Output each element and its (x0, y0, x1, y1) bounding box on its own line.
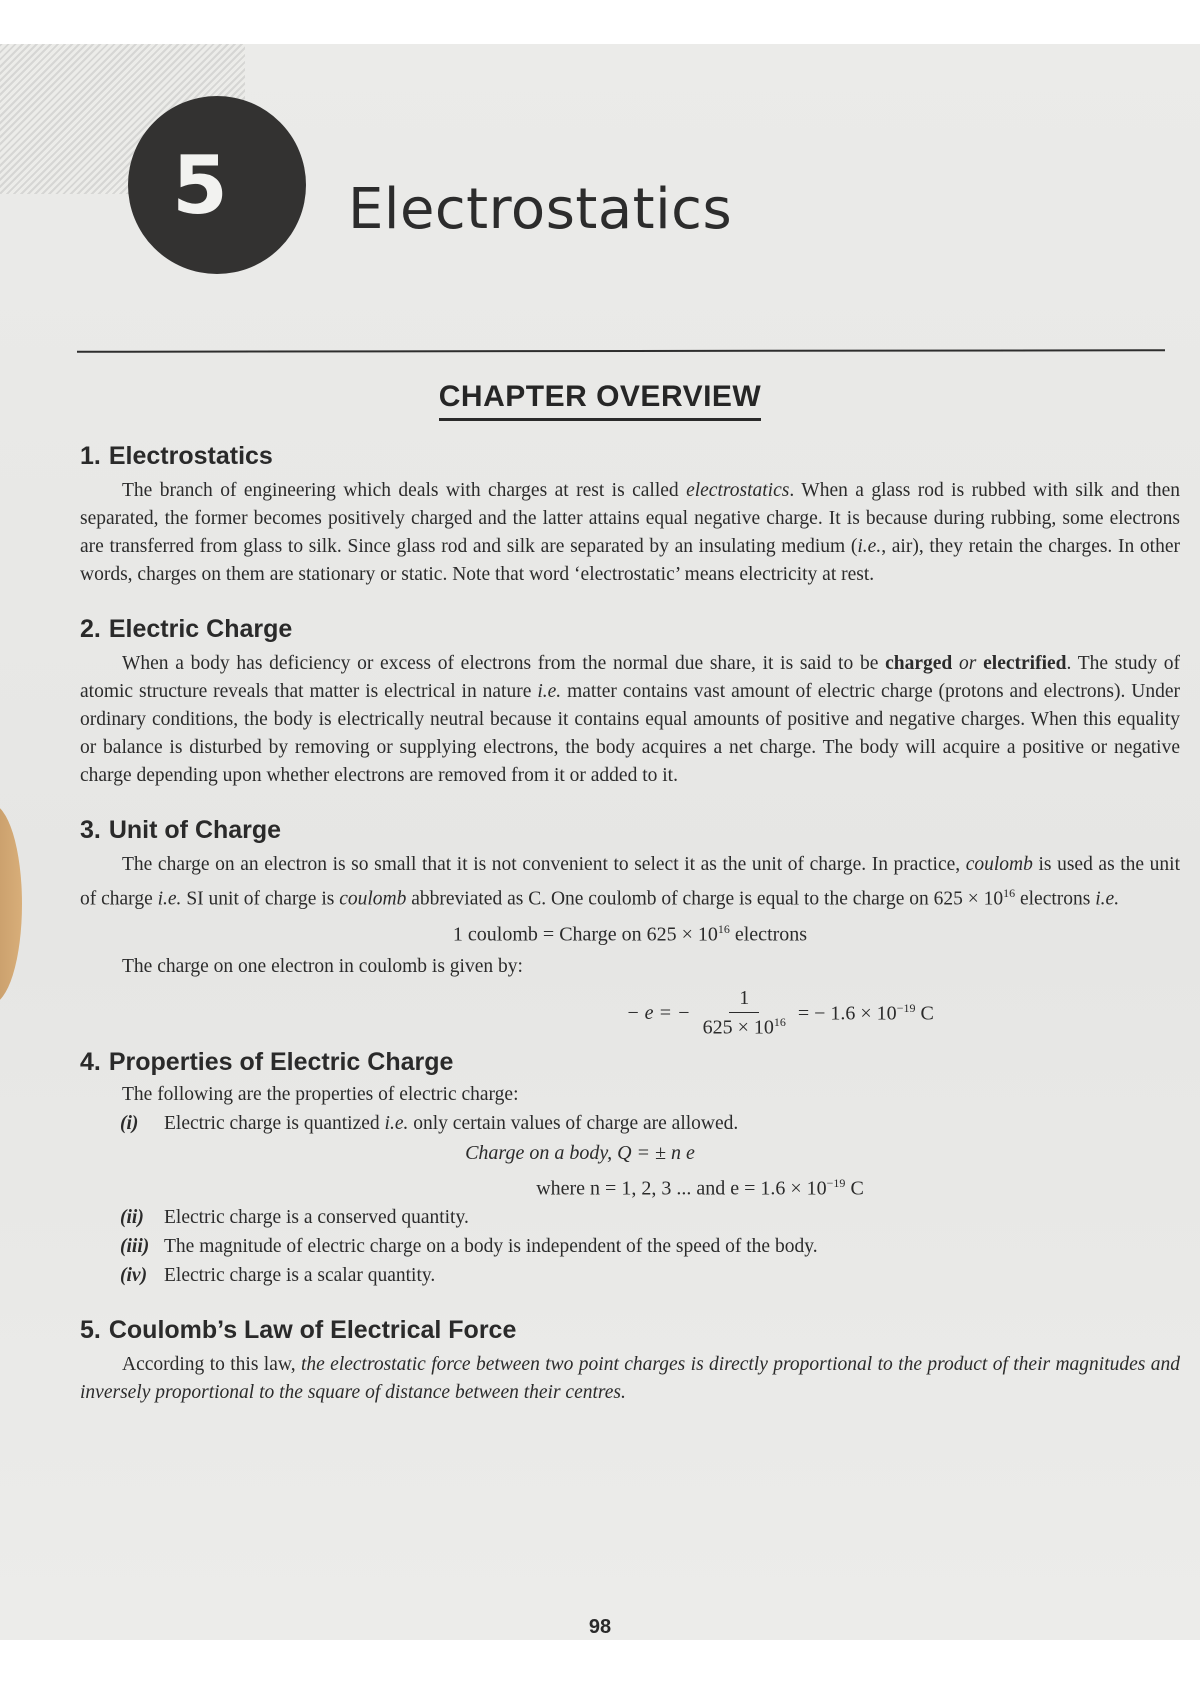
chapter-content (80, 442, 1180, 1407)
chapter-title: Electrostatics (348, 177, 733, 242)
overview-heading: CHAPTER OVERVIEW (439, 380, 762, 421)
section-number: 5. (80, 1316, 101, 1345)
section-number: 2. (80, 615, 101, 643)
overview-heading-wrap (0, 380, 1200, 421)
section-heading (80, 442, 1180, 471)
list-item: (ii) Electric charge is a conserved quantity. (120, 1207, 469, 1229)
paragraph: According to this law, the electrostatic force between two point charges is directly proportional to the product of their magnitudes and inversely proportional to the square of distance between their centres. (80, 1354, 1181, 1404)
equation-coulomb: 1 coulomb = Charge on $625 \times 10^{16}$ electrons (452, 921, 808, 946)
section-electric-charge (80, 615, 1180, 790)
section-heading (80, 1048, 1180, 1077)
paragraph: The branch of engineering which deals with charges at rest is called electrostatics. When a glass rod is rubbed with silk and then separated, the former becomes positively charged and the latter attains equal negative charge. It is because during rubbing, some electrons are transferred from glass to silk. Since glass rod and silk are separated by an insulating medium (i.e., air), they retain the charges. In other words, charges on them are stationary or static. Note that word ‘electrostatic’ means electricity at rest. (80, 480, 1180, 585)
section-title: Unit of Charge (108, 816, 282, 844)
equation-condition: where n = 1, 2, 3 ... and $e = 1.6 \times 10^{-19}$ C (536, 1175, 864, 1200)
page-number: 98 (588, 1616, 612, 1638)
list-item: (iv) Electric charge is a scalar quantity. (120, 1265, 436, 1287)
paragraph: The charge on an electron is so small that it is not convenient to select it as the unit of charge. In practice, coulomb is used as the unit of charge i.e. SI unit of charge is coulomb abbreviated as C. One coulomb of charge is equal to the charge on $625 \times 10^{16}$ electrons i.e. (80, 854, 1181, 910)
section-number: 4. (80, 1047, 101, 1076)
paragraph: The charge on one electron in coulomb is given by: (122, 956, 523, 978)
book-page (0, 44, 1200, 1640)
holding-thumb (0, 804, 22, 1004)
section-title: Properties of Electric Charge (108, 1047, 454, 1076)
page-margin-bottom (0, 1640, 1200, 1685)
section-title: Coulomb’s Law of Electrical Force (108, 1316, 517, 1345)
section-number: 3. (80, 816, 101, 844)
equation-quantization: Charge on a body, Q = ± n e (465, 1141, 695, 1164)
section-heading (80, 816, 1180, 845)
section-coulombs-law (80, 1316, 1180, 1407)
paragraph: The following are the properties of electric charge: (122, 1083, 519, 1105)
list-item: (iii) The magnitude of electric charge on a body is independent of the speed of the body. (120, 1236, 818, 1258)
fraction: $\frac{1}{625 \times 10^{16}}$ (702, 987, 786, 1039)
title-rule (77, 349, 1165, 353)
paragraph: When a body has deficiency or excess of electrons from the normal due share, it is said to be charged or electrified. The study of atomic structure reveals that matter is electrical in nature i.e. matter contains vast amount of electric charge (protons and electrons). Under ordinary conditions, the body is electrically neutral because it contains equal amounts of positive and negative charges. When this equality or balance is disturbed by removing or supplying electrons, the body acquires a net charge. The body will acquire a positive or negative charge depending upon whether electrons are removed from it or added to it. (80, 653, 1181, 786)
section-title: Electric Charge (108, 615, 293, 643)
chapter-number: 5 (172, 138, 228, 232)
section-title: Electrostatics (108, 442, 273, 470)
chapter-number-badge (128, 96, 306, 274)
equation-electron-charge: − e = − $\frac{1}{625 \times 10^{16}}$ = − $1.6 \times 10^{-19}$ C (626, 987, 934, 1039)
section-number: 1. (80, 442, 101, 470)
list-item: (i) Electric charge is quantized i.e. only certain values of charge are allowed. (120, 1112, 739, 1134)
section-heading (80, 1316, 1180, 1345)
section-properties (80, 1048, 1180, 1291)
section-heading (80, 615, 1180, 644)
section-electrostatics (80, 442, 1180, 589)
section-unit-of-charge (80, 816, 1180, 1040)
